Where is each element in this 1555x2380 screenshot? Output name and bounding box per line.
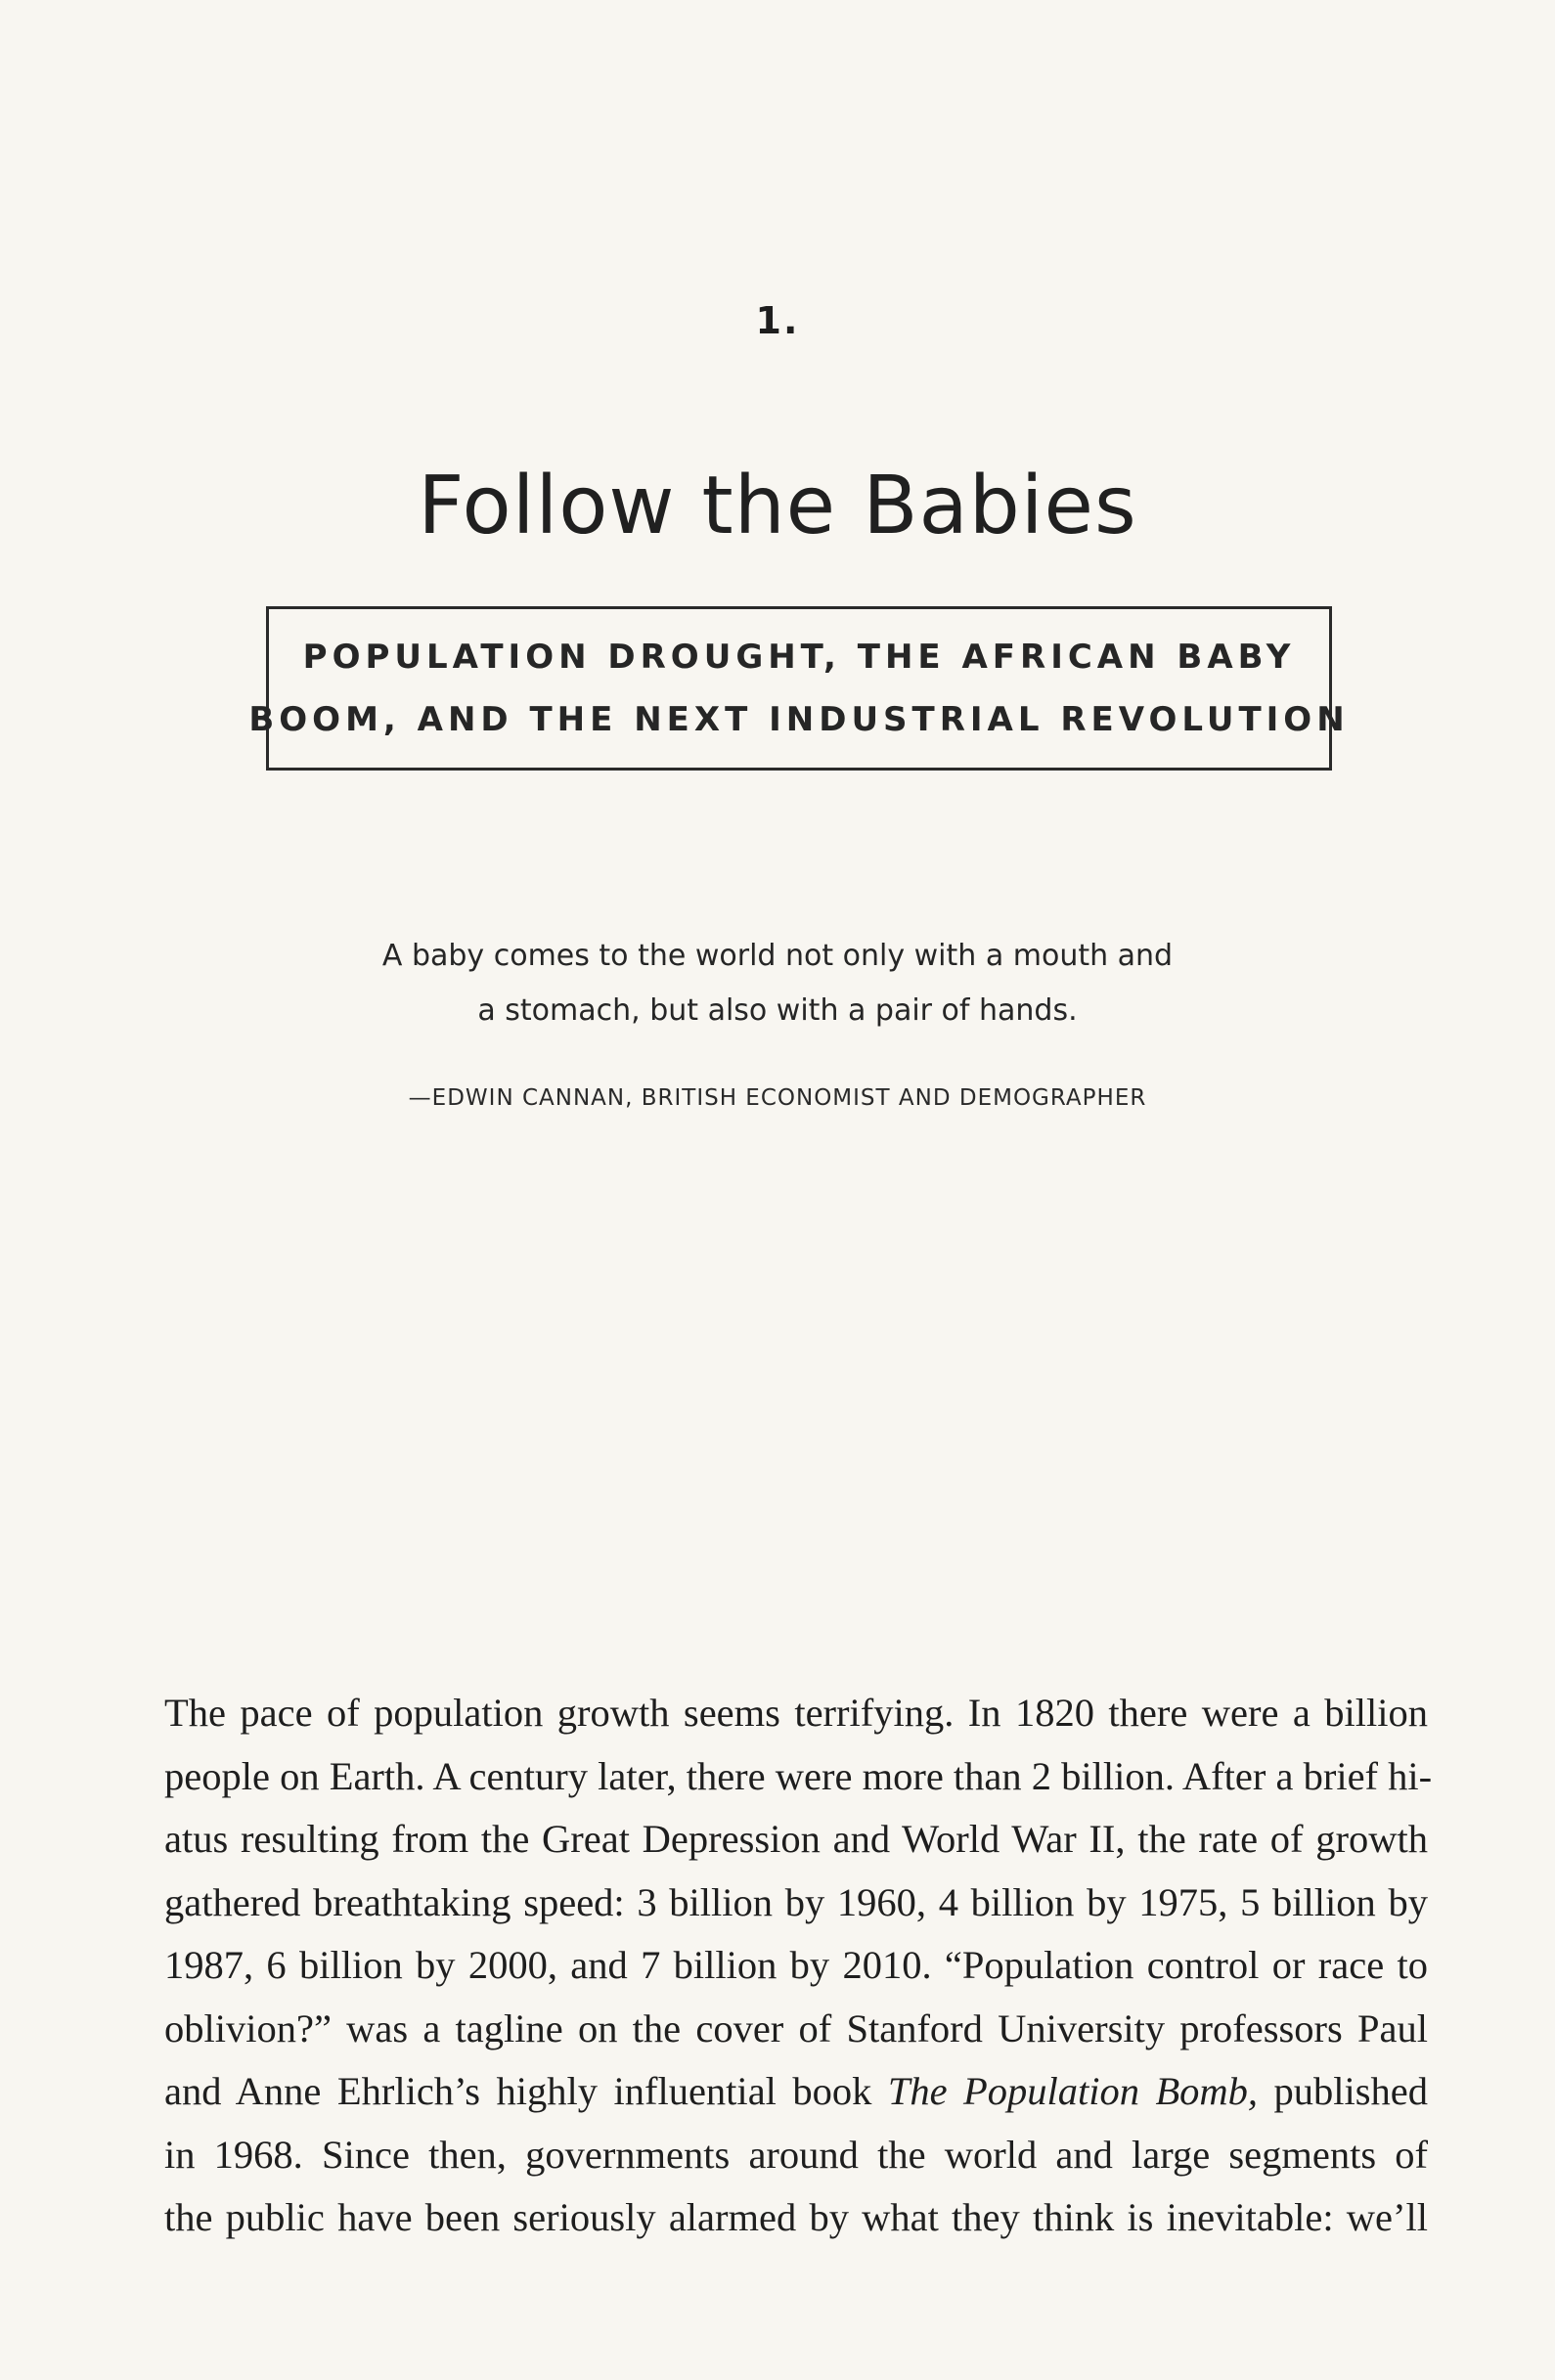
body-line-9: the public have been seriously alarmed by what they think is inevitable: we’ll <box>164 2195 1428 2239</box>
chapter-title: Follow the Babies <box>418 460 1137 552</box>
body-line-3: atus resulting from the Great Depression and World War II, the rate of growth <box>164 1817 1428 1861</box>
body-line-5: 1987, 6 billion by 2000, and 7 billion by 2010. “Population control or race to <box>164 1943 1428 1987</box>
body-line-7-start: and Anne Ehrlich’s highly influential book <box>164 2069 888 2113</box>
chapter-subtitle-box <box>248 606 1350 771</box>
body-line-6: oblivion?” was a tagline on the cover of Stanford University professors Paul <box>164 2005 1428 2050</box>
body-line-8: in 1968. Since then, governments around the world and large segments of <box>164 2132 1428 2177</box>
body-line-4: gathered breathtaking speed: 3 billion by 1960, 4 billion by 1975, 5 billion by <box>164 1879 1428 1924</box>
body-line-7-end: published <box>1258 2069 1428 2113</box>
chapter-subtitle-line-1: POPULATION DROUGHT, THE AFRICAN BABY <box>302 638 1296 677</box>
body-paragraph <box>164 1682 1433 2250</box>
epigraph-line-2: a stomach, but also with a pair of hands. <box>477 993 1078 1028</box>
body-line-2: people on Earth. A century later, there were more than 2 billion. After a brief hi- <box>164 1753 1433 1798</box>
epigraph-line-1: A baby comes to the world not only with a mouth and <box>381 939 1174 973</box>
chapter-subtitle-line-2: BOOM, AND THE NEXT INDUSTRIAL REVOLUTION <box>248 700 1350 739</box>
body-line-1: The pace of population growth seems terrifying. In 1820 there were a billion <box>164 1691 1428 1735</box>
epigraph-attribution: —EDWIN CANNAN, BRITISH ECONOMIST AND DEMOGRAPHER <box>408 1085 1147 1111</box>
book-title-population-bomb: The Population Bomb, <box>887 2069 1259 2113</box>
epigraph-quote <box>0 929 1555 1038</box>
chapter-number: 1. <box>755 299 800 342</box>
body-line-7 <box>164 2060 1428 2124</box>
